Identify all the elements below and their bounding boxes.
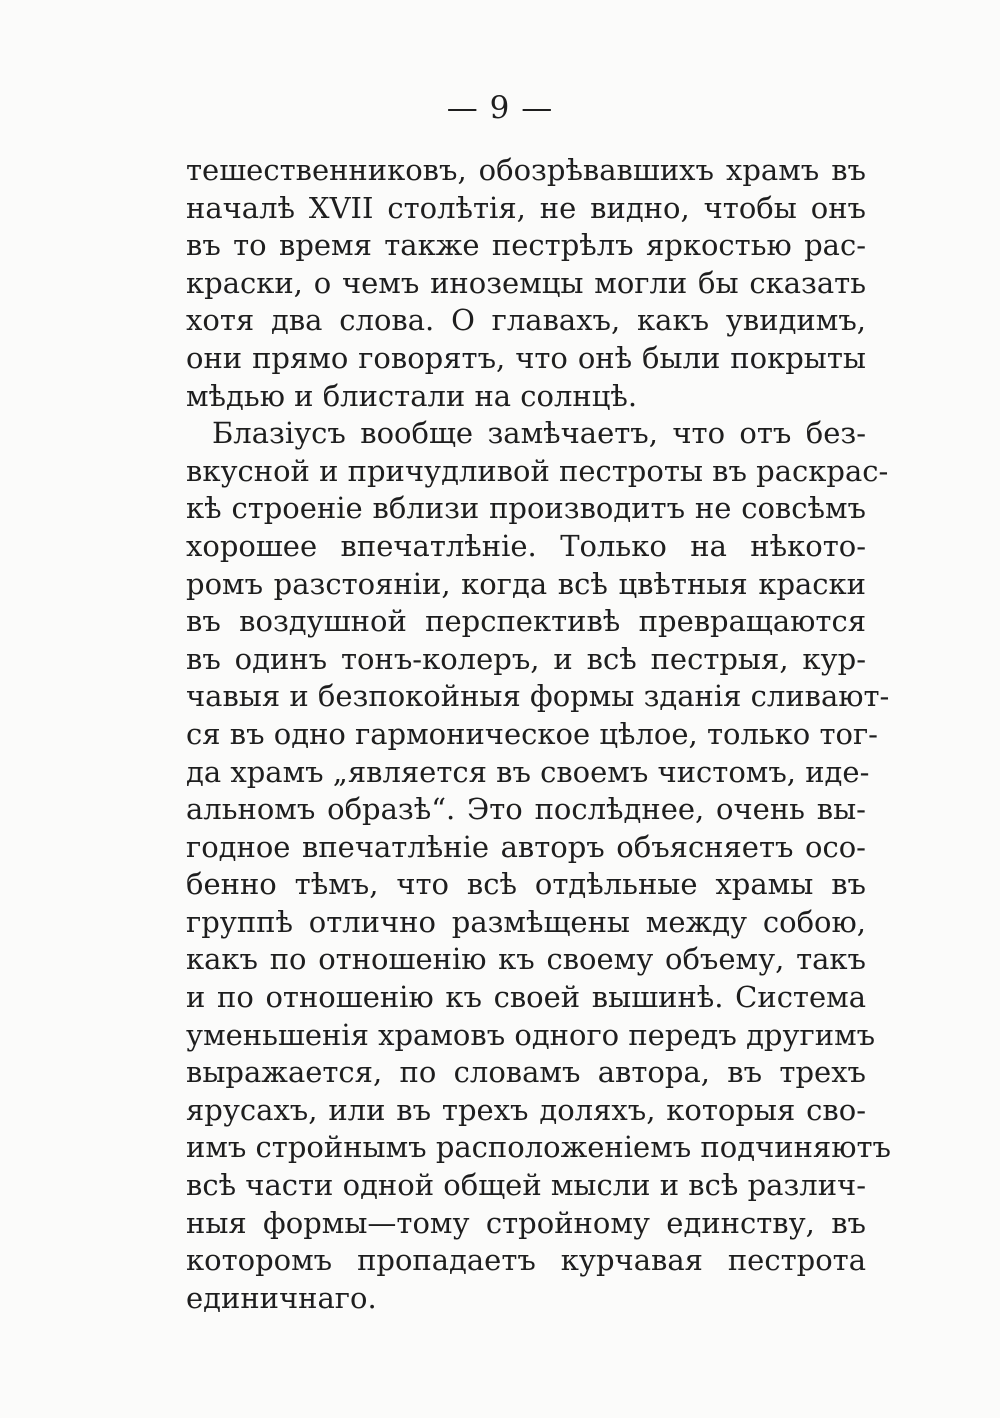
paragraph-2 <box>186 415 891 1317</box>
text-line: которомъ пропадаетъ курчавая пестрота <box>186 1243 866 1278</box>
text-line: годное впечатлѣніе авторъ объясняетъ осо- <box>186 829 866 864</box>
text-line: единичнаго. <box>186 1280 377 1315</box>
text-line: въ то время также пестрѣлъ яркостью рас- <box>186 228 866 263</box>
text-line: чавыя и безпокойныя формы зданія сливают- <box>186 679 890 714</box>
text-line: да храмъ „является въ своемъ чистомъ, иде- <box>186 754 870 789</box>
text-line: тешественниковъ, обозрѣвавшихъ храмъ въ <box>186 153 866 187</box>
text-line: ныя формы—тому стройному единству, въ <box>186 1205 866 1240</box>
text-line: хотя два слова. О главахъ, какъ увидимъ, <box>186 303 866 338</box>
text-line: вкусной и причудливой пестроты въ раскрас- <box>186 453 889 488</box>
text-line: какъ по отношенію къ своему объему, такъ <box>186 942 866 977</box>
text-line: бенно тѣмъ, что всѣ отдѣльные храмы въ <box>186 867 866 902</box>
text-line: началѣ XVII столѣтія, не видно, чтобы онъ <box>186 190 866 225</box>
text-line: въ воздушной перспективѣ превращаются <box>186 604 866 639</box>
text-line: Блазіусъ вообще замѣчаетъ, что отъ без- <box>212 416 866 451</box>
text-line: кѣ строеніе вблизи производитъ не совсѣмъ <box>186 491 866 526</box>
text-line: альномъ образѣ“. Это послѣднее, очень вы- <box>186 792 866 827</box>
text-line: въ одинъ тонъ-колеръ, и всѣ пестрыя, кур- <box>186 641 866 676</box>
text-line: ярусахъ, или въ трехъ доляхъ, которыя сво- <box>186 1092 866 1127</box>
text-line: они прямо говорятъ, что онѣ были покрыты <box>186 340 866 375</box>
text-line: имъ стройнымъ расположеніемъ подчиняютъ <box>186 1130 891 1165</box>
text-line: мѣдью и блистали на солнцѣ. <box>186 378 638 413</box>
text-line: и по отношенію къ своей вышинѣ. Система <box>186 980 866 1015</box>
text-line: ся въ одно гармоническое цѣлое, только тог- <box>186 716 878 751</box>
text-line: ромъ разстояніи, когда всѣ цвѣтныя краски <box>186 566 866 601</box>
text-line: хорошее впечатлѣніе. Только на нѣкото- <box>186 528 866 563</box>
text-line: всѣ части одной общей мысли и всѣ различ- <box>186 1168 866 1203</box>
text-line: выражается, по словамъ автора, въ трехъ <box>186 1055 866 1090</box>
paragraph-1 <box>186 152 866 415</box>
page-number: — 9 — <box>446 90 554 126</box>
text-line: группѣ отлично размѣщены между собою, <box>186 904 866 939</box>
body-text <box>186 152 891 1317</box>
text-line: уменьшенія храмовъ одного передъ другимъ <box>186 1017 876 1052</box>
text-line: краски, о чемъ иноземцы могли бы сказать <box>186 265 866 300</box>
